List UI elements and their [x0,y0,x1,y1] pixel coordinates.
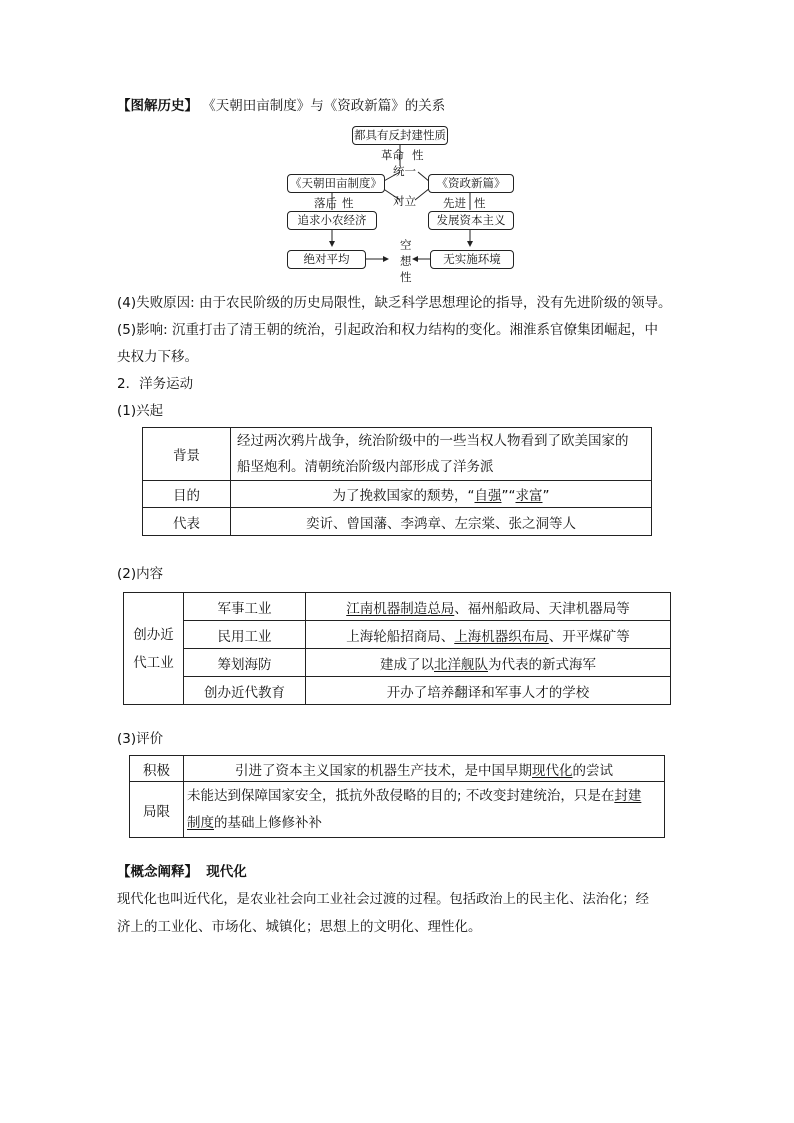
cell-line: 经过两次鸦片战争，统治阶级中的一些当权人物看到了欧美国家的 [237,433,629,449]
concept-line2: 济上的工业化、市场化、城镇化；思想上的文明化、理性化。 [117,919,482,935]
label-utopian-2: 想 [400,254,412,268]
cell-label: 筹划海防 [184,649,306,677]
cell-value [306,593,671,621]
label-backward-xing: 性 [342,196,354,210]
cell-line: 船坚炮利。清朝统治阶级内部形成了洋务派 [237,459,494,475]
text: 引进了资本主义国家的机器生产技术，是中国早期 [235,762,532,779]
label-opposition: 对立 [393,194,416,208]
cell-label: 军事工业 [184,593,306,621]
cell-label: 创办近代教育 [184,677,306,705]
table-row [130,756,665,782]
label-unity: 统一 [393,164,416,178]
text: ” [542,488,550,504]
box-capitalism: 发展资本主义 [428,211,514,230]
text: 、开平煤矿等 [548,628,630,645]
cell-value [306,649,671,677]
label-advanced: 先进 [443,196,466,210]
box-small-peasant: 追求小农经济 [287,211,377,230]
underlined-term: 封建 [614,787,642,804]
cell-line: 代工业 [133,654,174,671]
subsection-rise: (1)兴起 [117,403,164,419]
cell-value [231,428,652,481]
cell-label: 目的 [143,481,231,508]
cell-value [184,782,665,838]
underlined-term: 自强 [474,488,502,504]
box-no-environment: 无实施环境 [430,250,514,269]
heading-title: 《天朝田亩制度》与《资政新篇》的关系 [202,98,446,114]
cell-value [306,621,671,649]
cell-value [184,756,665,782]
cell-label: 局限 [130,782,184,838]
text: ”“ [501,488,516,504]
table-content [123,592,671,705]
cell-label: 背景 [143,428,231,481]
cell-line [187,810,658,837]
text: 为了挽救国家的颓势，“ [332,488,475,504]
text: 未能达到保障国家安全，抵抗外敌侵略的目的; 不改变封建统治，只是在 [187,787,615,804]
concept-title: 现代化 [206,864,247,880]
table-rise [142,427,652,536]
cell-label: 积极 [130,756,184,782]
table-row [124,621,671,649]
diagram-heading [117,96,445,116]
underlined-term: 求富 [515,488,543,504]
cell-value [231,481,652,508]
cell-line: 创办近 [133,626,174,643]
box-tianchao: 《天朝田亩制度》 [287,174,385,193]
table-row [143,508,652,536]
cell-value: 奕䜣、曾国藩、李鸿章、左宗棠、张之洞等人 [231,508,652,536]
cell-label: 民用工业 [184,621,306,649]
underlined-term: 现代化 [532,762,573,779]
concept-tag: 【概念阐释】 [117,864,198,880]
table-row [143,428,652,481]
underlined-term: 北洋舰队 [434,656,488,673]
cell-group-label [124,593,184,705]
table-evaluation [129,755,665,838]
subsection-content: (2)内容 [117,566,164,582]
subsection-evaluation: (3)评价 [117,731,164,747]
box-absolute-equality: 绝对平均 [287,250,366,269]
cell-label: 代表 [143,508,231,536]
text: 、福州船政局、天津机器局等 [454,600,630,617]
text: 的基础上修修补补 [214,814,322,831]
table-row [124,677,671,705]
label-backward: 落后 [314,196,337,210]
text: 的尝试 [572,762,613,779]
cell-value: 开办了培养翻译和军事人才的学校 [306,677,671,705]
heading-tag: 【图解历史】 [117,98,198,114]
table-row [124,649,671,677]
label-revolution-xing: 性 [412,148,424,162]
concept-line1: 现代化也叫近代化，是农业社会向工业社会过渡的过程。包括政治上的民主化、法治化；经 [117,892,649,907]
paragraph-influence-line1: (5)影响: 沉重打击了清王朝的统治，引起政治和权力结构的变化。湘淮系官僚集团崛起，中 [117,322,658,338]
underlined-term: 江南机器制造总局 [346,600,455,617]
paragraph-failure-reason: (4)失败原因: 由于农民阶级的历史局限性，缺乏科学思想理论的指导，没有先进阶级的领导。 [117,295,672,311]
label-revolution: 革命 [381,148,404,162]
concept-heading [117,862,247,882]
underlined-term: 上海机器织布局 [454,628,549,645]
underlined-term: 制度 [187,814,214,831]
label-utopian-1: 空 [400,238,412,252]
text: 为代表的新式海军 [488,656,596,673]
label-advanced-xing: 性 [474,196,486,210]
cell-line [187,783,658,810]
table-row [143,481,652,508]
table-row [130,782,665,838]
paragraph-influence-line2: 央权力下移。 [117,349,198,365]
box-anti-feudal: 都具有反封建性质 [352,126,448,145]
box-zizheng: 《资政新篇》 [428,174,514,193]
section-westernization: 2．洋务运动 [117,376,194,392]
label-utopian-3: 性 [400,270,412,284]
text: 上海轮船招商局、 [346,628,455,645]
table-row [124,593,671,621]
text: 建成了以 [380,656,434,673]
